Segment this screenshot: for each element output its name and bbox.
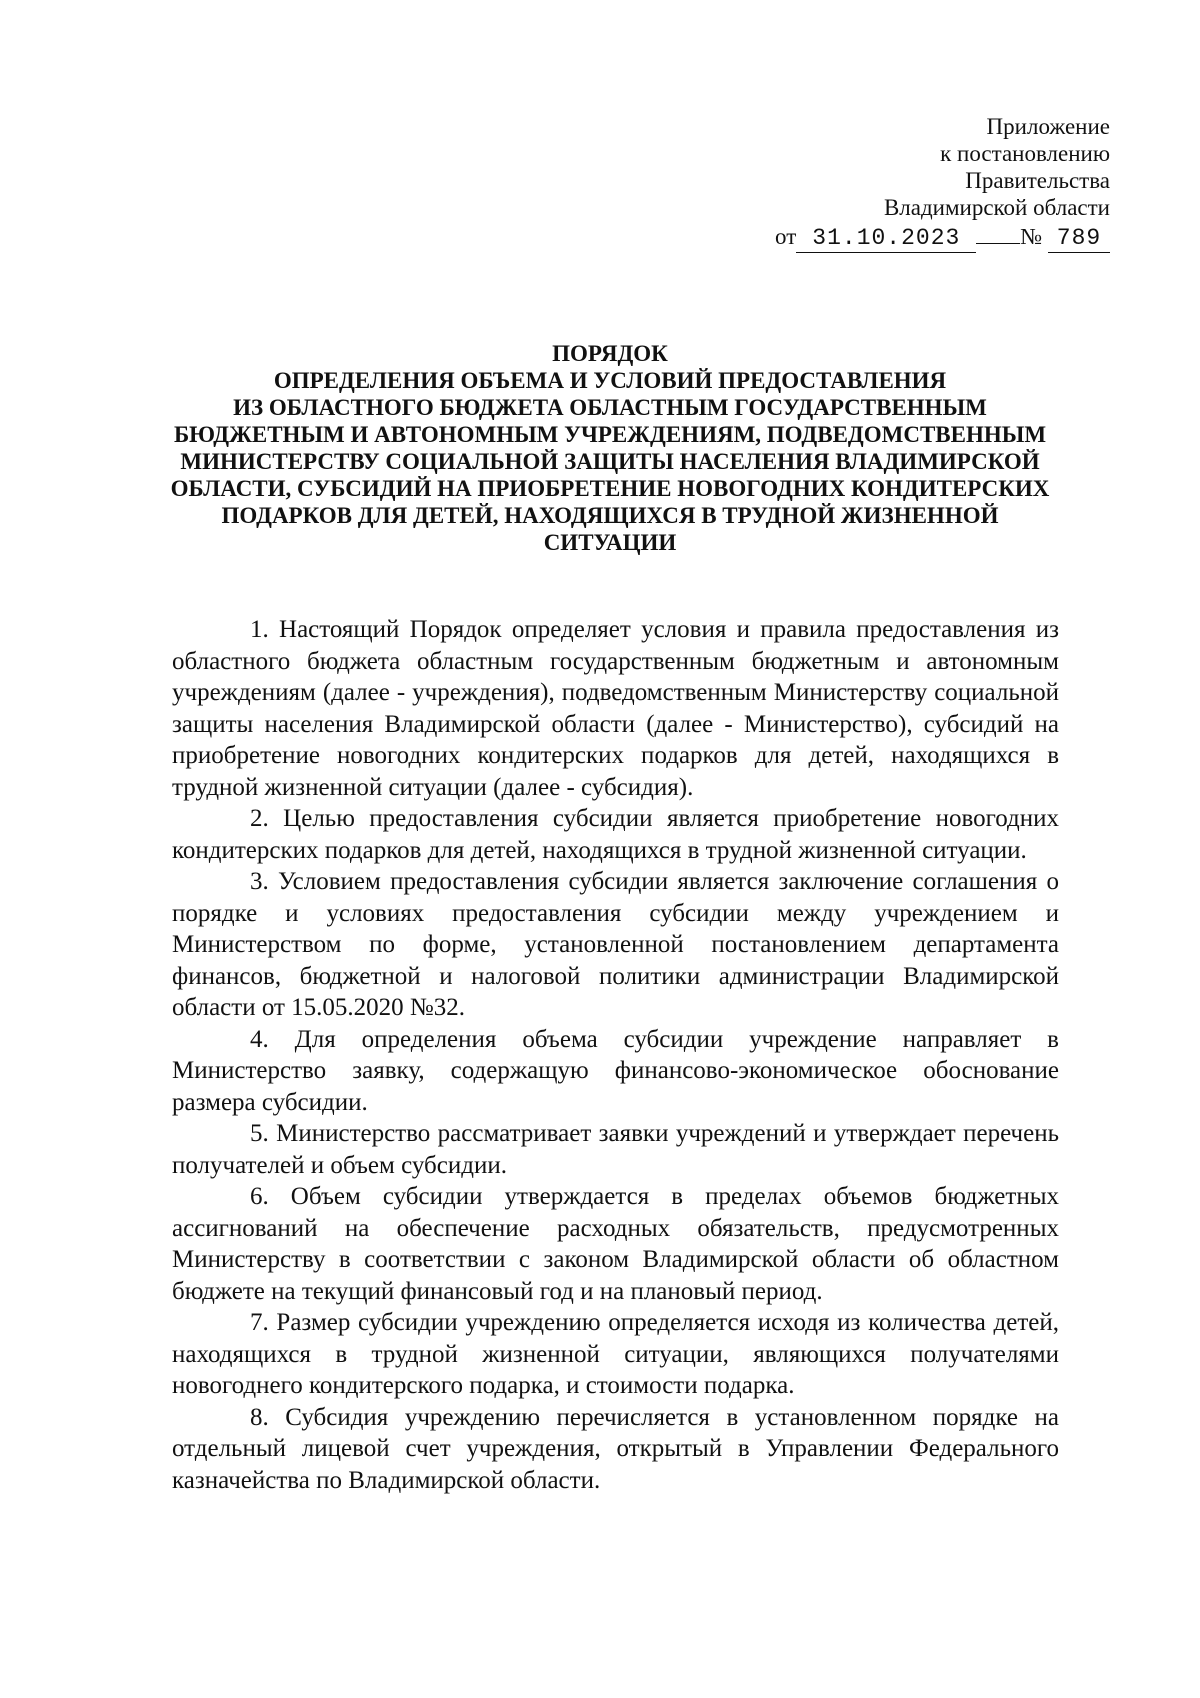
title-line: СИТУАЦИИ [543,530,677,555]
title-line: БЮДЖЕТНЫМ И АВТОНОМНЫМ УЧРЕЖДЕНИЯМ, ПОДВЕДОМСТВЕННЫМ [173,422,1047,447]
resolution-number: 789 [1048,225,1110,253]
resolution-date: 31.10.2023 [796,225,976,253]
paragraph-7: 7. Размер субсидии учреждению определяется исходя из количества детей, находящихся в трудной жизненной ситуации, являющихся получателями новогоднего кондитерского подарка, и стоимости подарка. [172,1309,1059,1399]
paragraph-1: 1. Настоящий Порядок определяет условия и правила предоставления из областного бюджета областным государственным бюджетным и автономным учреждениям (далее - учреждения), подведомственным Министерству социальной защиты населения Владимирской области (далее - Министерство), субсидий на приобретение новогодних кондитерских подарков для детей, находящихся в трудной жизненной ситуации (далее - субсидия). [172,616,1059,801]
from-label: от [775,224,797,249]
paragraph-5: 5. Министерство рассматривает заявки учреждений и утверждает перечень получателей и объем субсидии. [172,1120,1059,1179]
appendix-block [775,113,1110,253]
appendix-line-2: к постановлению [940,141,1110,166]
paragraph-8: 8. Субсидия учреждению перечисляется в установленном порядке на отдельный лицевой счет учреждения, открытый в Управлении Федерального казначейства по Владимирской области. [172,1403,1059,1494]
paragraph-6: 6. Объем субсидии утверждается в пределах объемов бюджетных ассигнований на обеспечение расходных обязательств, предусмотренных Министерству в соответствии с законом Владимирской области об областном бюджете на текущий финансовый год и на плановый период. [172,1183,1059,1305]
number-label: № [1020,224,1043,249]
paragraph-4: 4. Для определения объема субсидии учреждение направляет в Министерство заявку, содержащую финансово-экономическое обоснование размера субсидии. [172,1025,1059,1116]
title-line: ПОДАРКОВ ДЛЯ ДЕТЕЙ, НАХОДЯЩИХСЯ В ТРУДНОЙ ЖИЗНЕННОЙ [221,503,999,528]
appendix-line-4: Владимирской области [883,195,1110,220]
appendix-line-1: Приложение [986,114,1110,139]
date-underline-tail [976,243,1020,244]
title-line: ПОРЯДОК [552,341,668,366]
resolution-meta [775,223,1110,253]
appendix-line-3: Правительства [965,168,1110,193]
title-line: МИНИСТЕРСТВУ СОЦИАЛЬНОЙ ЗАЩИТЫ НАСЕЛЕНИЯ ВЛАДИМИРСКОЙ [180,449,1040,474]
title-line: ОПРЕДЕЛЕНИЯ ОБЪЕМА И УСЛОВИЙ ПРЕДОСТАВЛЕНИЯ [273,368,947,393]
title-line: ОБЛАСТИ, СУБСИДИЙ НА ПРИОБРЕТЕНИЕ НОВОГОДНИХ КОНДИТЕРСКИХ [170,476,1050,501]
paragraph-3: 3. Условием предоставления субсидии является заключение соглашения о порядке и условиях предоставления субсидии между учреждением и Министерством по форме, установленной постановлением департамента финансов, бюджетной и налоговой политики администрации Владимирской области от 15.05.2020 №32. [172,868,1059,1021]
document-title [140,340,1080,556]
document-body [172,614,1059,1496]
title-line: ИЗ ОБЛАСТНОГО БЮДЖЕТА ОБЛАСТНЫМ ГОСУДАРСТВЕННЫМ [233,395,987,420]
paragraph-2: 2. Целью предоставления субсидии является приобретение новогодних кондитерских подарков для детей, находящихся в трудной жизненной ситуации. [172,805,1059,864]
